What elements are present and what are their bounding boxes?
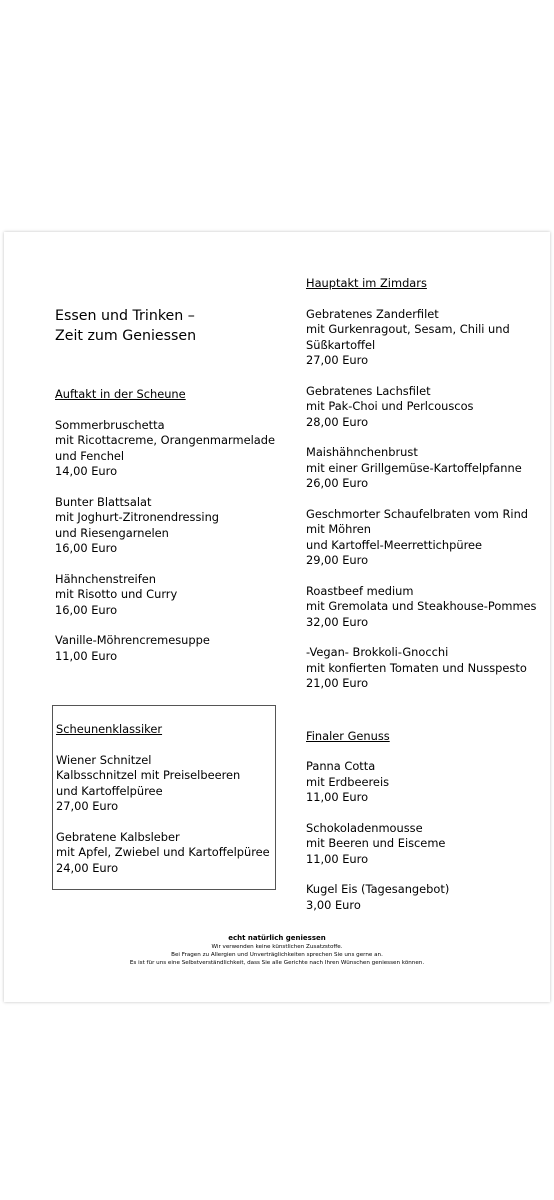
menu-item — [56, 753, 275, 815]
item-price: 27,00 Euro — [56, 799, 119, 813]
item-description: und Kartoffelpüree — [56, 783, 163, 798]
item-name: -Vegan- Brokkoli-Gnocchi — [306, 645, 449, 659]
menu-item — [56, 830, 275, 877]
menu-item — [306, 307, 544, 369]
item-price: 24,00 Euro — [56, 860, 119, 875]
item-name: Hähnchenstreifen — [55, 571, 156, 586]
item-price: 28,00 Euro — [306, 414, 369, 429]
item-name: Sommerbruschetta — [55, 417, 165, 432]
item-price: 29,00 Euro — [306, 553, 369, 567]
item-name: Kugel Eis (Tagesangebot) — [306, 882, 450, 896]
menu-item — [55, 495, 287, 557]
section-hauptakt — [306, 276, 544, 692]
item-name: Wiener Schnitzel — [56, 752, 152, 767]
item-description: Kalbsschnitzel mit Preiselbeeren — [56, 768, 241, 782]
item-price: 32,00 Euro — [306, 614, 369, 629]
menu-item — [306, 759, 544, 806]
item-description: mit Gurkenragout, Sesam, Chili und — [306, 322, 510, 336]
menu-sheet — [4, 232, 550, 1002]
item-description: mit konfierten Tomaten und Nusspesto — [306, 660, 527, 675]
item-price: 14,00 Euro — [55, 464, 118, 478]
item-price: 16,00 Euro — [55, 602, 118, 617]
item-price: 3,00 Euro — [306, 897, 361, 912]
item-description: und Riesengarnelen — [55, 525, 169, 540]
menu-item — [306, 882, 544, 913]
menu-item — [306, 507, 544, 569]
menu-headline — [55, 306, 287, 346]
section-title: Scheunenklassiker — [56, 722, 163, 736]
section-auftakt — [55, 387, 287, 664]
menu-item — [306, 384, 544, 431]
item-description: und Kartoffel-Meerrettichpüree — [306, 537, 483, 552]
footer-line: Wir verwenden keine künstlichen Zusatzstoffe. — [211, 944, 343, 950]
menu-item — [306, 445, 544, 492]
menu-item — [306, 584, 544, 631]
item-name: Gebratene Kalbsleber — [56, 829, 180, 844]
item-description: mit Joghurt-Zitronendressing — [55, 510, 220, 524]
menu-item — [306, 645, 544, 692]
scheunenklassiker-box — [52, 705, 276, 890]
item-description: mit Risotto und Curry — [55, 587, 178, 601]
item-description: mit Ricottacreme, Orangenmarmelade — [55, 433, 275, 447]
item-price: 11,00 Euro — [306, 790, 369, 804]
item-description: mit Erdbeereis — [306, 774, 390, 789]
footer-line: Es ist für uns eine Selbstverständlichkeit, dass Sie alle Gerichte nach Ihren Wünschen geniessen können. — [129, 960, 425, 967]
item-description: mit Apfel, Zwiebel und Kartoffelpüree — [56, 845, 270, 859]
item-name: Roastbeef medium — [306, 583, 414, 598]
item-name: Schokoladenmousse — [306, 820, 423, 835]
menu-item — [306, 821, 544, 868]
item-name: Gebratenes Zanderfilet — [306, 306, 439, 321]
footer-line: Bei Fragen zu Allergien und Unverträglichkeiten sprechen Sie uns gerne an. — [171, 952, 383, 959]
menu-footer — [4, 933, 550, 968]
headline-line-2: Zeit zum Geniessen — [55, 328, 197, 344]
item-price: 11,00 Euro — [306, 851, 369, 866]
item-description: und Fenchel — [55, 448, 125, 463]
item-description: mit Möhren — [306, 522, 372, 536]
item-description: Süßkartoffel — [306, 337, 376, 352]
item-name: Vanille-Möhrencremesuppe — [55, 633, 210, 647]
item-name: Geschmorter Schaufelbraten vom Rind — [306, 506, 529, 521]
section-title: Finaler Genuss — [306, 728, 390, 743]
item-name: Bunter Blattsalat — [55, 494, 152, 509]
item-description: mit einer Grillgemüse-Kartoffelpfanne — [306, 460, 522, 475]
item-description: mit Gremolata und Steakhouse-Pommes — [306, 599, 537, 613]
item-price: 21,00 Euro — [306, 676, 369, 690]
menu-item — [55, 418, 287, 480]
right-column — [306, 276, 544, 928]
item-name: Gebratenes Lachsfilet — [306, 383, 431, 398]
item-description: mit Beeren und Eisceme — [306, 836, 446, 850]
menu-item — [55, 633, 287, 664]
section-title: Hauptakt im Zimdars — [306, 276, 427, 290]
footer-title: echt natürlich geniessen — [228, 934, 326, 942]
item-name: Panna Cotta — [306, 759, 376, 773]
item-price: 16,00 Euro — [55, 541, 118, 555]
section-title: Auftakt in der Scheune — [55, 387, 186, 401]
item-price: 27,00 Euro — [306, 353, 369, 367]
headline-line-1: Essen und Trinken – — [55, 308, 195, 324]
item-price: 26,00 Euro — [306, 476, 369, 490]
item-name: Maishähnchenbrust — [306, 445, 418, 459]
menu-item — [55, 572, 287, 619]
item-price: 11,00 Euro — [55, 648, 118, 663]
item-description: mit Pak-Choi und Perlcouscos — [306, 399, 474, 413]
section-finaler-genuss — [306, 729, 544, 914]
left-column — [55, 306, 287, 679]
